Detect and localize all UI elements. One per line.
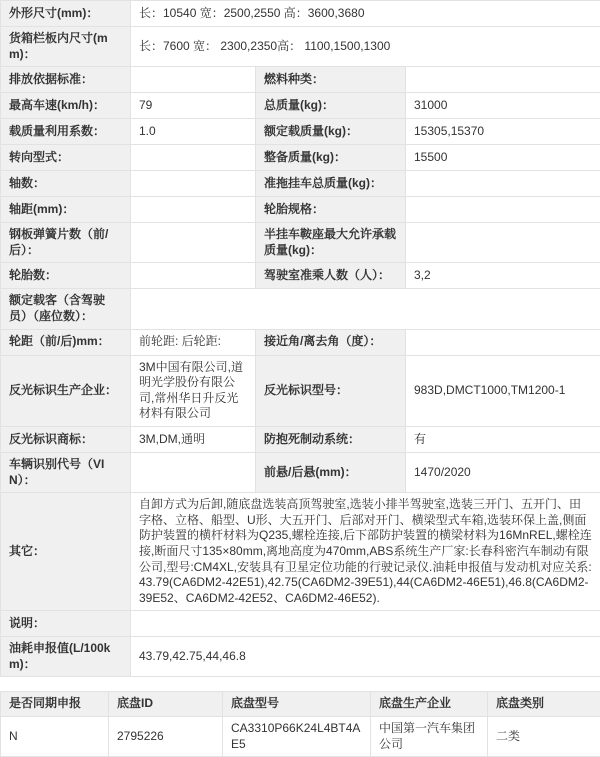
spec-row [1, 637, 600, 677]
value-exterior-dimensions: 长：10540 宽：2500,2550 高：3600,3680 [131, 1, 600, 27]
spec-row [1, 289, 600, 329]
label-axle-count: 轴数： [1, 171, 131, 197]
value-cargo-box-dimensions: 长：7600 宽： 2300,2350高： 1100,1500,1300 [131, 27, 600, 67]
value-other: 自卸方式为后卸,随底盘选装高顶驾驶室,选装小排半驾驶室,选装三开门、五开门、田字格、立格、船型、U形、大五开门、后部对开门、横梁型式车箱,选装环保上盖,侧面防护装置的横杆材料为Q235,螺栓连接,后下部防护装置的横梁材料为16MnREL,螺栓连接,断面尺寸135×80mm,离地高度为470mm,ABS系统生产厂家:长春科密汽车制动有限公司,型号:CM4XL,安装具有卫星定位功能的行驶记录仪.油耗申报值与发动机对应关系:43.79(CA6DM2-42E51),42.75(CA6DM2-39E51),44(CA6DM2-46E51),46.8(CA6DM2-39E52、CA6DM2-42E52、CA6DM2-46E52). [131, 493, 600, 611]
value-max-speed: 79 [131, 93, 256, 119]
label-exterior-dimensions: 外形尺寸(mm)： [1, 1, 131, 27]
label-mass-utilization-coefficient: 载质量利用系数： [1, 119, 131, 145]
label-tire-count: 轮胎数： [1, 263, 131, 289]
label-fuel-consumption: 油耗申报值(L/100km)： [1, 637, 131, 677]
label-track-width: 轮距（前/后)mm： [1, 329, 131, 355]
cell-chassis-manufacturer: 中国第一汽车集团公司 [371, 717, 488, 757]
label-reflective-marking-brand: 反光标识商标： [1, 426, 131, 452]
label-towable-trailer-mass: 准拖挂车总质量(kg)： [256, 171, 406, 197]
spec-row [1, 171, 600, 197]
value-cab-seating-capacity: 3,2 [406, 263, 600, 289]
label-abs: 防抱死制动系统： [256, 426, 406, 452]
value-track-width: 前轮距: 后轮距: [131, 329, 256, 355]
label-rated-passengers: 额定载客（含驾驶员）（座位数）： [1, 289, 131, 329]
spec-row [1, 93, 600, 119]
label-reflective-marking-model: 反光标识型号： [256, 355, 406, 426]
spec-row [1, 263, 600, 289]
spec-row [1, 329, 600, 355]
value-reflective-marking-manufacturer: 3M中国有限公司,道明光学股份有限公司,常州华日升反光材料有限公司 [131, 355, 256, 426]
value-fuel-consumption: 43.79,42.75,44,46.8 [131, 637, 600, 677]
chassis-row [1, 717, 600, 757]
spec-row [1, 452, 600, 492]
spec-row [1, 27, 600, 67]
spec-row [1, 197, 600, 223]
chassis-table [0, 691, 600, 757]
value-rated-load-mass: 15305,15370 [406, 119, 600, 145]
label-curb-mass: 整备质量(kg)： [256, 145, 406, 171]
spec-row [1, 426, 600, 452]
value-fuel-type [406, 67, 600, 93]
header-concurrent-declaration: 是否同期申报 [1, 692, 109, 717]
value-abs: 有 [406, 426, 600, 452]
header-chassis-manufacturer: 底盘生产企业 [371, 692, 488, 717]
value-axle-count [131, 171, 256, 197]
label-steering-type: 转向型式： [1, 145, 131, 171]
value-vin [131, 452, 256, 492]
spec-row [1, 493, 600, 611]
cell-chassis-category: 二类 [488, 717, 600, 757]
header-chassis-category: 底盘类别 [488, 692, 600, 717]
cell-chassis-id: 2795226 [109, 717, 223, 757]
value-approach-departure-angle [406, 329, 600, 355]
label-fifth-wheel-load: 半挂车鞍座最大允许承载质量(kg)： [256, 223, 406, 263]
label-gross-mass: 总质量(kg)： [256, 93, 406, 119]
spec-row [1, 67, 600, 93]
label-fuel-type: 燃料种类： [256, 67, 406, 93]
label-wheelbase: 轴距(mm)： [1, 197, 131, 223]
label-cab-seating-capacity: 驾驶室准乘人数（人）： [256, 263, 406, 289]
label-front-rear-overhang: 前悬/后悬(mm)： [256, 452, 406, 492]
spec-row [1, 119, 600, 145]
label-max-speed: 最高车速(km/h)： [1, 93, 131, 119]
header-chassis-id: 底盘ID [109, 692, 223, 717]
value-emission-standard [131, 67, 256, 93]
value-remarks [131, 611, 600, 637]
chassis-header-row [1, 692, 600, 717]
label-reflective-marking-manufacturer: 反光标识生产企业： [1, 355, 131, 426]
spec-row [1, 145, 600, 171]
value-mass-utilization-coefficient: 1.0 [131, 119, 256, 145]
spec-row [1, 355, 600, 426]
label-remarks: 说明： [1, 611, 131, 637]
label-leaf-spring-count: 钢板弹簧片数（前/后）： [1, 223, 131, 263]
value-fifth-wheel-load [406, 223, 600, 263]
value-tire-count [131, 263, 256, 289]
cell-concurrent-declaration: N [1, 717, 109, 757]
label-vin: 车辆识别代号（VIN）： [1, 452, 131, 492]
label-tire-spec: 轮胎规格： [256, 197, 406, 223]
header-chassis-model: 底盘型号 [223, 692, 371, 717]
spec-row [1, 223, 600, 263]
value-leaf-spring-count [131, 223, 256, 263]
value-rated-passengers [131, 289, 600, 329]
value-towable-trailer-mass [406, 171, 600, 197]
value-curb-mass: 15500 [406, 145, 600, 171]
value-steering-type [131, 145, 256, 171]
label-emission-standard: 排放依据标准： [1, 67, 131, 93]
label-other: 其它： [1, 493, 131, 611]
label-approach-departure-angle: 接近角/离去角（度）： [256, 329, 406, 355]
value-front-rear-overhang: 1470/2020 [406, 452, 600, 492]
value-reflective-marking-brand: 3M,DM,通明 [131, 426, 256, 452]
value-wheelbase [131, 197, 256, 223]
cell-chassis-model: CA3310P66K24L4BT4AE5 [223, 717, 371, 757]
spec-row [1, 611, 600, 637]
value-reflective-marking-model: 983D,DMCT1000,TM1200-1 [406, 355, 600, 426]
spec-row [1, 1, 600, 27]
value-gross-mass: 31000 [406, 93, 600, 119]
value-tire-spec [406, 197, 600, 223]
label-cargo-box-dimensions: 货箱栏板内尺寸(mm)： [1, 27, 131, 67]
label-rated-load-mass: 额定载质量(kg)： [256, 119, 406, 145]
